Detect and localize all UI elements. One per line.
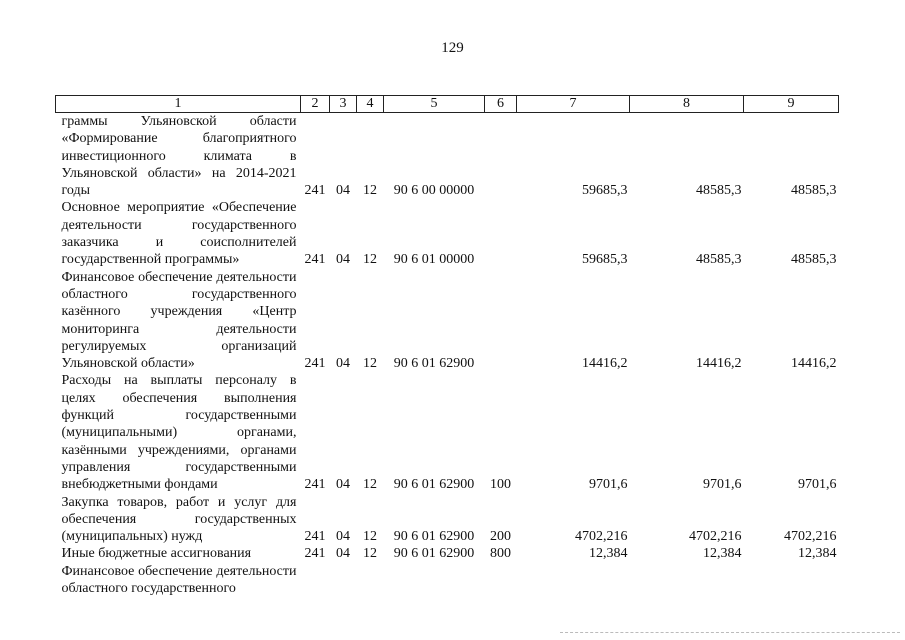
row-value-7: 12,384 <box>589 546 628 562</box>
header-col-5: 5 <box>384 96 485 113</box>
budget-table-container <box>55 95 838 597</box>
header-col-6: 6 <box>485 96 517 113</box>
page-number: 129 <box>441 40 464 56</box>
row-value-8: 12,384 <box>703 546 742 562</box>
row-value-7: 4702,216 <box>575 529 628 545</box>
row-value-8: 48585,3 <box>696 183 742 199</box>
row-code-3: 04 <box>336 546 350 562</box>
row-value-7: 59685,3 <box>582 183 628 199</box>
row-code-5 <box>384 563 485 598</box>
row-value-7: 59685,3 <box>582 252 628 268</box>
row-code-6 <box>485 269 517 373</box>
table-row <box>56 494 839 546</box>
row-value-8: 14416,2 <box>696 356 742 372</box>
header-col-9: 9 <box>744 96 839 113</box>
scan-artifact-line <box>560 632 900 635</box>
row-name: Основное мероприятие «Обеспечение деятельности государственного заказчика и соисполнителей государственной программы» <box>61 200 297 268</box>
row-code-5: 90 6 01 00000 <box>393 252 475 268</box>
row-name: Иные бюджетные ассигнования <box>61 546 252 562</box>
row-code-3: 04 <box>336 529 350 545</box>
row-code-6 <box>485 563 517 598</box>
header-col-8: 8 <box>630 96 744 113</box>
row-code-4: 12 <box>363 546 377 562</box>
table-row <box>56 563 839 598</box>
row-code-4: 12 <box>363 252 377 268</box>
row-code-2: 241 <box>304 356 326 372</box>
header-col-3: 3 <box>330 96 357 113</box>
row-name: граммы Ульяновской области «Формирование благоприятного инвестиционного климата в Ульяновской области» на 2014-2021 годы <box>61 114 297 199</box>
row-value-9: 14416,2 <box>791 356 837 372</box>
header-col-7: 7 <box>517 96 630 113</box>
row-code-3: 04 <box>336 356 350 372</box>
row-code-2: 241 <box>304 546 326 562</box>
row-code-5: 90 6 00 00000 <box>393 183 475 199</box>
header-col-4: 4 <box>357 96 384 113</box>
row-code-4: 12 <box>363 183 377 199</box>
row-value-9 <box>744 563 839 598</box>
row-code-3: 04 <box>336 183 350 199</box>
row-code-2: 241 <box>304 529 326 545</box>
row-value-8: 4702,216 <box>689 529 742 545</box>
row-code-6: 100 <box>490 477 511 493</box>
row-code-6: 200 <box>490 529 511 545</box>
header-col-2: 2 <box>301 96 330 113</box>
row-value-7: 9701,6 <box>589 477 628 493</box>
row-code-4 <box>357 563 384 598</box>
row-code-2: 241 <box>304 477 326 493</box>
row-name: Закупка товаров, работ и услуг для обеспечения государственных (муниципальных) нужд <box>61 494 297 545</box>
row-code-3: 04 <box>336 477 350 493</box>
row-code-3 <box>330 563 357 598</box>
table-row <box>56 269 839 373</box>
row-value-8 <box>630 563 744 598</box>
row-name: Финансовое обеспечение деятельности областного государственного <box>61 563 297 597</box>
row-value-9: 4702,216 <box>784 529 837 545</box>
table-row <box>56 545 839 562</box>
row-name: Расходы на выплаты персоналу в целях обеспечения выполнения функций государственными (муниципальными) органами, казёнными учреждениями, органами управления государственными внебюджетными фондами <box>61 373 297 493</box>
row-value-8: 9701,6 <box>703 477 742 493</box>
row-value-7 <box>517 563 630 598</box>
header-col-1: 1 <box>56 96 301 113</box>
row-code-6 <box>485 199 517 268</box>
row-code-2: 241 <box>304 252 326 268</box>
row-code-5: 90 6 01 62900 <box>393 546 475 562</box>
row-code-6: 800 <box>490 546 511 562</box>
row-value-9: 48585,3 <box>791 183 837 199</box>
row-code-4: 12 <box>363 529 377 545</box>
row-value-9: 48585,3 <box>791 252 837 268</box>
row-value-9: 12,384 <box>798 546 837 562</box>
table-row <box>56 199 839 268</box>
table-row <box>56 113 839 200</box>
row-name: Финансовое обеспечение деятельности областного государственного казённого учреждения «Центр мониторинга деятельности регулируемых организаций Ульяновской области» <box>61 269 297 372</box>
row-code-5: 90 6 01 62900 <box>393 477 475 493</box>
row-code-2 <box>301 563 330 598</box>
row-value-9: 9701,6 <box>798 477 837 493</box>
row-code-5: 90 6 01 62900 <box>393 356 475 372</box>
row-code-4: 12 <box>363 477 377 493</box>
row-value-7: 14416,2 <box>582 356 628 372</box>
row-code-2: 241 <box>304 183 326 199</box>
table-row <box>56 372 839 493</box>
row-value-8: 48585,3 <box>696 252 742 268</box>
row-code-3: 04 <box>336 252 350 268</box>
row-code-4: 12 <box>363 356 377 372</box>
column-number-header-row <box>56 96 839 113</box>
budget-table <box>55 95 839 597</box>
row-code-6 <box>485 113 517 200</box>
row-code-5: 90 6 01 62900 <box>393 529 475 545</box>
